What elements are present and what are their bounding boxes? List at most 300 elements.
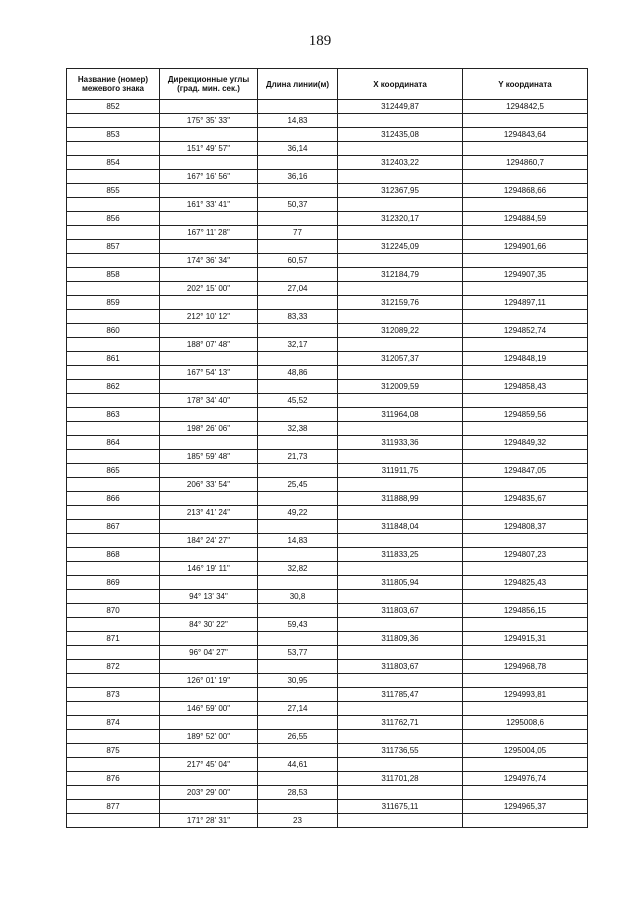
empty-cell	[258, 156, 338, 170]
point-x: 311736,55	[338, 744, 463, 758]
point-name: 866	[67, 492, 160, 506]
empty-cell	[67, 450, 160, 464]
empty-cell	[258, 492, 338, 506]
segment-angle: 202° 15' 00"	[160, 282, 258, 296]
empty-cell	[463, 590, 588, 604]
segment-angle: 212° 10' 12"	[160, 310, 258, 324]
table-row	[67, 562, 588, 576]
empty-cell	[258, 380, 338, 394]
point-y: 1294808,37	[463, 520, 588, 534]
point-name: 854	[67, 156, 160, 170]
point-name: 874	[67, 716, 160, 730]
segment-angle: 198° 26' 06"	[160, 422, 258, 436]
segment-angle: 213° 41' 24"	[160, 506, 258, 520]
point-x: 312057,37	[338, 352, 463, 366]
point-name: 875	[67, 744, 160, 758]
empty-cell	[338, 674, 463, 688]
point-name: 853	[67, 128, 160, 142]
empty-cell	[338, 114, 463, 128]
segment-angle: 175° 35' 33"	[160, 114, 258, 128]
empty-cell	[160, 604, 258, 618]
point-x: 312367,95	[338, 184, 463, 198]
point-x: 311785,47	[338, 688, 463, 702]
empty-cell	[258, 604, 338, 618]
point-y: 1294915,31	[463, 632, 588, 646]
empty-cell	[67, 590, 160, 604]
empty-cell	[463, 198, 588, 212]
empty-cell	[160, 352, 258, 366]
empty-cell	[160, 716, 258, 730]
empty-cell	[463, 478, 588, 492]
empty-cell	[463, 142, 588, 156]
segment-length: 28,53	[258, 786, 338, 800]
empty-cell	[160, 380, 258, 394]
empty-cell	[338, 730, 463, 744]
empty-cell	[160, 268, 258, 282]
segment-angle: 174° 36' 34"	[160, 254, 258, 268]
table-row	[67, 142, 588, 156]
segment-angle: 146° 59' 00"	[160, 702, 258, 716]
empty-cell	[67, 674, 160, 688]
point-name: 860	[67, 324, 160, 338]
empty-cell	[258, 100, 338, 114]
empty-cell	[258, 240, 338, 254]
empty-cell	[160, 156, 258, 170]
header-y: Y координата	[463, 69, 588, 100]
segment-angle: 167° 11' 28"	[160, 226, 258, 240]
empty-cell	[67, 114, 160, 128]
empty-cell	[463, 814, 588, 828]
table-row	[67, 352, 588, 366]
empty-cell	[160, 492, 258, 506]
table-row	[67, 506, 588, 520]
page-number: 189	[308, 33, 332, 49]
point-y: 1294901,66	[463, 240, 588, 254]
table-row	[67, 296, 588, 310]
empty-cell	[67, 730, 160, 744]
empty-cell	[338, 758, 463, 772]
point-x: 312159,76	[338, 296, 463, 310]
segment-angle: 189° 52' 00"	[160, 730, 258, 744]
table-row	[67, 170, 588, 184]
table-row	[67, 282, 588, 296]
segment-angle: 84° 30' 22"	[160, 618, 258, 632]
point-y: 1294897,11	[463, 296, 588, 310]
segment-length: 26,55	[258, 730, 338, 744]
table-row	[67, 198, 588, 212]
table-row	[67, 478, 588, 492]
empty-cell	[160, 688, 258, 702]
empty-cell	[67, 562, 160, 576]
empty-cell	[67, 646, 160, 660]
empty-cell	[67, 338, 160, 352]
segment-angle: 217° 45' 04"	[160, 758, 258, 772]
segment-angle: 188° 07' 48"	[160, 338, 258, 352]
empty-cell	[258, 352, 338, 366]
point-x: 311805,94	[338, 576, 463, 590]
empty-cell	[338, 646, 463, 660]
empty-cell	[463, 366, 588, 380]
point-x: 311888,99	[338, 492, 463, 506]
point-name: 876	[67, 772, 160, 786]
point-y: 1294965,37	[463, 800, 588, 814]
table-row	[67, 576, 588, 590]
empty-cell	[463, 338, 588, 352]
empty-cell	[160, 240, 258, 254]
point-name: 869	[67, 576, 160, 590]
table-row	[67, 450, 588, 464]
segment-length: 59,43	[258, 618, 338, 632]
empty-cell	[160, 100, 258, 114]
empty-cell	[463, 674, 588, 688]
segment-length: 32,38	[258, 422, 338, 436]
segment-length: 30,95	[258, 674, 338, 688]
segment-length: 36,14	[258, 142, 338, 156]
empty-cell	[338, 282, 463, 296]
segment-length: 27,04	[258, 282, 338, 296]
table-row	[67, 814, 588, 828]
table-row	[67, 380, 588, 394]
empty-cell	[160, 660, 258, 674]
point-x: 311848,04	[338, 520, 463, 534]
empty-cell	[463, 282, 588, 296]
table-row	[67, 492, 588, 506]
empty-cell	[463, 310, 588, 324]
point-name: 863	[67, 408, 160, 422]
coordinates-table	[66, 68, 588, 828]
empty-cell	[258, 632, 338, 646]
point-name: 859	[67, 296, 160, 310]
point-y: 1295004,05	[463, 744, 588, 758]
header-name: Название (номер) межевого знака	[67, 69, 160, 100]
point-name: 852	[67, 100, 160, 114]
empty-cell	[338, 142, 463, 156]
point-y: 1294907,35	[463, 268, 588, 282]
point-x: 312403,22	[338, 156, 463, 170]
empty-cell	[67, 478, 160, 492]
point-name: 862	[67, 380, 160, 394]
empty-cell	[67, 506, 160, 520]
segment-angle: 126° 01' 19"	[160, 674, 258, 688]
table-row	[67, 338, 588, 352]
table-row	[67, 520, 588, 534]
empty-cell	[258, 184, 338, 198]
empty-cell	[67, 170, 160, 184]
empty-cell	[338, 226, 463, 240]
empty-cell	[258, 464, 338, 478]
empty-cell	[258, 268, 338, 282]
segment-length: 49,22	[258, 506, 338, 520]
empty-cell	[463, 254, 588, 268]
point-name: 864	[67, 436, 160, 450]
empty-cell	[463, 114, 588, 128]
empty-cell	[67, 282, 160, 296]
table-row	[67, 310, 588, 324]
empty-cell	[338, 422, 463, 436]
table-row	[67, 464, 588, 478]
empty-cell	[338, 590, 463, 604]
point-name: 872	[67, 660, 160, 674]
empty-cell	[463, 534, 588, 548]
point-x: 311809,36	[338, 632, 463, 646]
empty-cell	[67, 366, 160, 380]
empty-cell	[338, 786, 463, 800]
empty-cell	[463, 646, 588, 660]
empty-cell	[258, 744, 338, 758]
segment-length: 27,14	[258, 702, 338, 716]
table-row	[67, 590, 588, 604]
table-row	[67, 758, 588, 772]
empty-cell	[463, 450, 588, 464]
point-name: 865	[67, 464, 160, 478]
point-y: 1294993,81	[463, 688, 588, 702]
table-row	[67, 744, 588, 758]
empty-cell	[463, 618, 588, 632]
segment-length: 45,52	[258, 394, 338, 408]
point-x: 311833,25	[338, 548, 463, 562]
point-name: 871	[67, 632, 160, 646]
segment-angle: 185° 59' 48"	[160, 450, 258, 464]
point-name: 861	[67, 352, 160, 366]
point-y: 1294835,67	[463, 492, 588, 506]
empty-cell	[258, 296, 338, 310]
empty-cell	[338, 814, 463, 828]
empty-cell	[67, 226, 160, 240]
empty-cell	[258, 408, 338, 422]
point-x: 312320,17	[338, 212, 463, 226]
point-x: 311911,75	[338, 464, 463, 478]
empty-cell	[67, 758, 160, 772]
point-x: 312449,87	[338, 100, 463, 114]
empty-cell	[258, 548, 338, 562]
table-row	[67, 436, 588, 450]
table-row	[67, 268, 588, 282]
empty-cell	[67, 422, 160, 436]
point-y: 1294859,56	[463, 408, 588, 422]
table-row	[67, 212, 588, 226]
segment-angle: 206° 33' 54"	[160, 478, 258, 492]
empty-cell	[258, 128, 338, 142]
point-y: 1294884,59	[463, 212, 588, 226]
point-x: 312009,59	[338, 380, 463, 394]
empty-cell	[160, 408, 258, 422]
table-row	[67, 114, 588, 128]
empty-cell	[67, 310, 160, 324]
table-row	[67, 394, 588, 408]
empty-cell	[338, 366, 463, 380]
segment-length: 50,37	[258, 198, 338, 212]
header-angle: Дирекционные углы (град. мин. сек.)	[160, 69, 258, 100]
empty-cell	[463, 562, 588, 576]
segment-length: 48,86	[258, 366, 338, 380]
point-x: 311803,67	[338, 660, 463, 674]
point-y: 1294852,74	[463, 324, 588, 338]
empty-cell	[463, 506, 588, 520]
segment-angle: 151° 49' 57"	[160, 142, 258, 156]
point-y: 1294868,66	[463, 184, 588, 198]
point-y: 1294860,7	[463, 156, 588, 170]
segment-length: 14,83	[258, 114, 338, 128]
empty-cell	[67, 534, 160, 548]
table-row	[67, 632, 588, 646]
table-row	[67, 618, 588, 632]
segment-angle: 171° 28' 31"	[160, 814, 258, 828]
header-length: Длина линии(м)	[258, 69, 338, 100]
empty-cell	[338, 618, 463, 632]
table-row	[67, 408, 588, 422]
table-row	[67, 184, 588, 198]
table-row	[67, 226, 588, 240]
point-name: 868	[67, 548, 160, 562]
point-x: 311675,11	[338, 800, 463, 814]
segment-length: 23	[258, 814, 338, 828]
point-y: 1294856,15	[463, 604, 588, 618]
point-x: 311762,71	[338, 716, 463, 730]
empty-cell	[463, 758, 588, 772]
empty-cell	[160, 436, 258, 450]
segment-length: 53,77	[258, 646, 338, 660]
empty-cell	[67, 198, 160, 212]
segment-angle: 203° 29' 00"	[160, 786, 258, 800]
segment-length: 44,61	[258, 758, 338, 772]
empty-cell	[67, 786, 160, 800]
table-row	[67, 660, 588, 674]
empty-cell	[67, 814, 160, 828]
empty-cell	[463, 170, 588, 184]
table-row	[67, 772, 588, 786]
segment-angle: 161° 33' 41"	[160, 198, 258, 212]
empty-cell	[67, 254, 160, 268]
point-y: 1294968,78	[463, 660, 588, 674]
empty-cell	[338, 534, 463, 548]
point-x: 312435,08	[338, 128, 463, 142]
empty-cell	[160, 520, 258, 534]
point-name: 877	[67, 800, 160, 814]
empty-cell	[258, 772, 338, 786]
table-row	[67, 534, 588, 548]
table-row	[67, 604, 588, 618]
point-x: 312245,09	[338, 240, 463, 254]
empty-cell	[258, 800, 338, 814]
table-row	[67, 254, 588, 268]
empty-cell	[67, 618, 160, 632]
empty-cell	[463, 786, 588, 800]
point-name: 873	[67, 688, 160, 702]
table-row	[67, 786, 588, 800]
table-row	[67, 324, 588, 338]
table-row	[67, 128, 588, 142]
empty-cell	[338, 478, 463, 492]
segment-angle: 167° 54' 13"	[160, 366, 258, 380]
segment-length: 60,57	[258, 254, 338, 268]
empty-cell	[160, 772, 258, 786]
empty-cell	[338, 394, 463, 408]
segment-angle: 96° 04' 27"	[160, 646, 258, 660]
empty-cell	[258, 212, 338, 226]
empty-cell	[160, 576, 258, 590]
point-name: 867	[67, 520, 160, 534]
empty-cell	[338, 506, 463, 520]
segment-length: 25,45	[258, 478, 338, 492]
segment-angle: 94° 13' 34"	[160, 590, 258, 604]
empty-cell	[338, 198, 463, 212]
segment-angle: 178° 34' 40"	[160, 394, 258, 408]
empty-cell	[67, 142, 160, 156]
empty-cell	[463, 702, 588, 716]
segment-angle: 184° 24' 27"	[160, 534, 258, 548]
segment-angle: 146° 19' 11"	[160, 562, 258, 576]
point-y: 1294848,19	[463, 352, 588, 366]
table-row	[67, 646, 588, 660]
point-x: 311803,67	[338, 604, 463, 618]
empty-cell	[463, 422, 588, 436]
empty-cell	[338, 338, 463, 352]
empty-cell	[160, 296, 258, 310]
table-row	[67, 730, 588, 744]
empty-cell	[338, 170, 463, 184]
empty-cell	[338, 310, 463, 324]
empty-cell	[338, 702, 463, 716]
empty-cell	[67, 702, 160, 716]
table-row	[67, 800, 588, 814]
empty-cell	[258, 520, 338, 534]
empty-cell	[338, 562, 463, 576]
table-row	[67, 366, 588, 380]
point-y: 1295008,6	[463, 716, 588, 730]
segment-angle: 167° 16' 56"	[160, 170, 258, 184]
point-y: 1294849,32	[463, 436, 588, 450]
empty-cell	[463, 730, 588, 744]
table-row	[67, 674, 588, 688]
header-row	[67, 69, 588, 100]
segment-length: 83,33	[258, 310, 338, 324]
point-name: 855	[67, 184, 160, 198]
empty-cell	[258, 576, 338, 590]
point-y: 1294976,74	[463, 772, 588, 786]
point-name: 870	[67, 604, 160, 618]
point-y: 1294858,43	[463, 380, 588, 394]
point-x: 312184,79	[338, 268, 463, 282]
segment-length: 32,82	[258, 562, 338, 576]
empty-cell	[160, 128, 258, 142]
segment-length: 14,83	[258, 534, 338, 548]
segment-length: 32,17	[258, 338, 338, 352]
point-x: 311964,08	[338, 408, 463, 422]
point-x: 311701,28	[338, 772, 463, 786]
table-row	[67, 688, 588, 702]
empty-cell	[160, 548, 258, 562]
point-x: 312089,22	[338, 324, 463, 338]
segment-length: 77	[258, 226, 338, 240]
table-row	[67, 156, 588, 170]
point-y: 1294847,05	[463, 464, 588, 478]
segment-length: 30,8	[258, 590, 338, 604]
empty-cell	[160, 184, 258, 198]
empty-cell	[160, 212, 258, 226]
segment-length: 36,16	[258, 170, 338, 184]
table-row	[67, 240, 588, 254]
header-x: X координата	[338, 69, 463, 100]
empty-cell	[160, 800, 258, 814]
empty-cell	[160, 744, 258, 758]
empty-cell	[258, 716, 338, 730]
empty-cell	[160, 632, 258, 646]
table-row	[67, 100, 588, 114]
empty-cell	[338, 254, 463, 268]
empty-cell	[338, 450, 463, 464]
empty-cell	[258, 324, 338, 338]
empty-cell	[258, 436, 338, 450]
